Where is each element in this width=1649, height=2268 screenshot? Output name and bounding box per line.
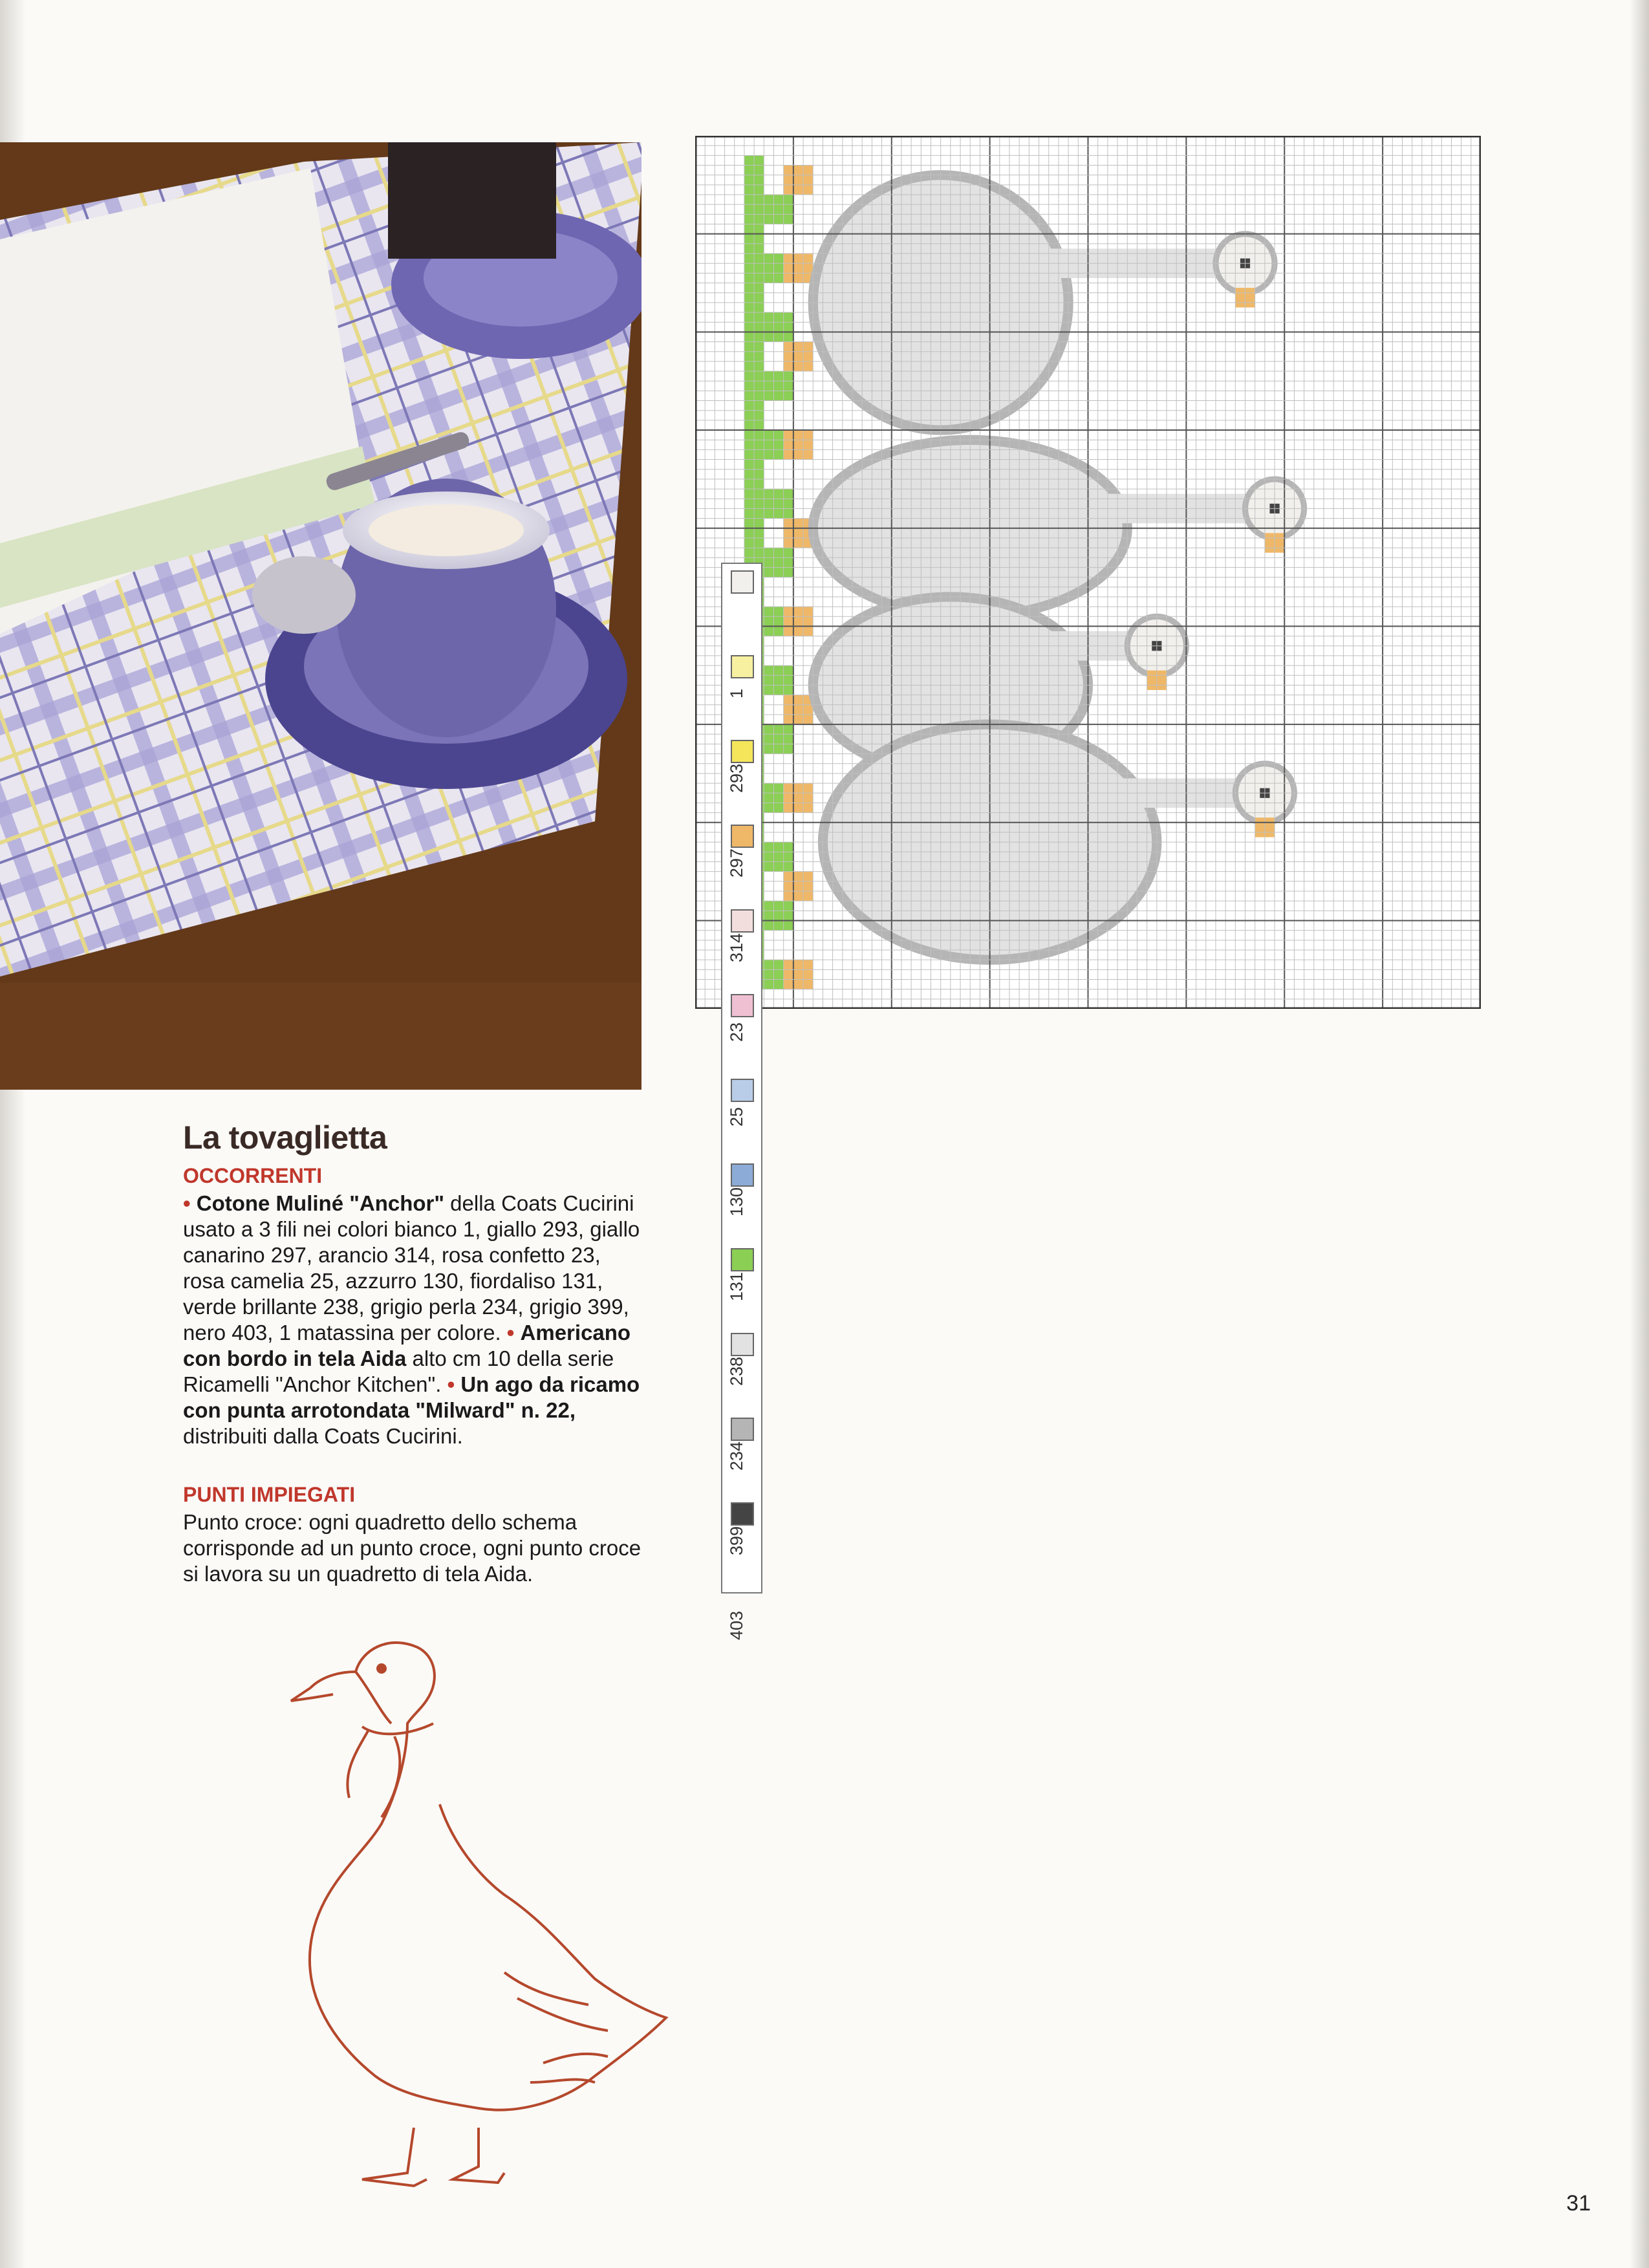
legend-swatch [731,655,754,678]
legend-code: 238 [727,1356,746,1386]
placemat-photo [0,142,641,1090]
legend-swatch [731,825,754,848]
flower-314 [784,783,814,813]
flower-314 [784,872,814,902]
punti-heading: PUNTI IMPIEGATI [183,1483,356,1506]
leaf-238 [764,842,793,872]
legend-item [727,740,757,878]
legend-item [727,1163,757,1301]
legend-code: 234 [727,1441,746,1471]
bullet: • [447,1372,455,1396]
legend-code: 399 [727,1526,746,1555]
item3-bold: Un ago da ricamo con punta arrotondata "Milward" n. 22, [183,1372,640,1422]
cross-stitch-chart [695,136,1481,1009]
legend-code: 25 [727,1107,746,1127]
punti-text: Punto croce: ogni quadretto dello schema corrisponde ad un punto croce, ogni punto croce si lavora su un quadretto di tela Aida. [183,1510,641,1586]
goose-line-drawing [285,1610,685,2199]
legend-code: 314 [727,933,746,962]
page-right-edge [1630,0,1649,2268]
item3-text: distribuiti dalla Coats Cucirini. [183,1424,463,1448]
leaf-238 [764,665,793,695]
legend-item [727,1502,757,1640]
legend-swatch [731,1502,754,1526]
leaf-238 [764,901,793,931]
legend-swatch [731,1333,754,1356]
flower-314 [784,695,814,725]
legend-swatch [731,1418,754,1441]
legend-swatch [731,994,754,1017]
legend-code: 297 [727,848,746,878]
page-number: 31 [1566,2191,1591,2216]
article-title: La tovaglietta [183,1119,387,1156]
color-legend [721,563,762,1640]
leaf-238 [764,312,793,342]
legend-code: 23 [727,1022,746,1042]
legend-swatch [731,1163,754,1187]
item1-bold: Cotone Muliné "Anchor" [196,1191,445,1215]
flower-314 [784,166,814,195]
legend-item [727,909,757,1042]
legend-code: 403 [727,1610,746,1640]
bullet: • [506,1321,515,1345]
flower-314 [784,430,814,460]
leaf-238 [764,195,793,224]
leaf-238 [764,548,793,578]
legend-code: 293 [727,763,746,793]
flower-314 [784,607,814,636]
legend-item [727,1079,757,1216]
legend-code: 130 [727,1187,746,1216]
leaf-238 [764,371,793,401]
leaf-238 [764,489,793,519]
item1-text: della Coats Cucirini usato a 3 fili nei colori bianco 1, giallo 293, giallo canarino 297, arancio 314, rosa confetto 23, rosa camelia 25, azzurro 130, fiordaliso 131, verde brillante 238, grigio perla 234, grigio 399, nero 403, 1 matassina per colore. [183,1191,640,1345]
flower-314 [784,254,814,283]
flower-314 [784,342,814,372]
legend-item [727,1248,757,1386]
occorrenti-heading: OCCORRENTI [183,1164,323,1187]
item2-bold: Americano con bordo in tela Aida [183,1321,631,1370]
legend-item [727,1333,757,1471]
legend-swatch [731,1248,754,1271]
legend-item [727,1418,757,1555]
legend-item [727,825,757,962]
item2-text: alto cm 10 della serie Ricamelli "Anchor Kitchen". [183,1346,614,1396]
legend-code: 131 [727,1271,746,1301]
legend-swatch [731,570,754,594]
legend-item [727,570,757,698]
legend-item [727,994,757,1127]
flower-314 [784,960,814,989]
legend-code: 1 [727,688,746,698]
leaf-238 [764,724,793,754]
bullet: • [183,1191,191,1215]
legend-swatch [731,909,754,933]
occorrenti-list [183,1191,645,1449]
legend-swatch [731,1079,754,1102]
article-text [183,1119,645,1587]
legend-swatch [731,740,754,763]
legend-item [727,655,757,793]
